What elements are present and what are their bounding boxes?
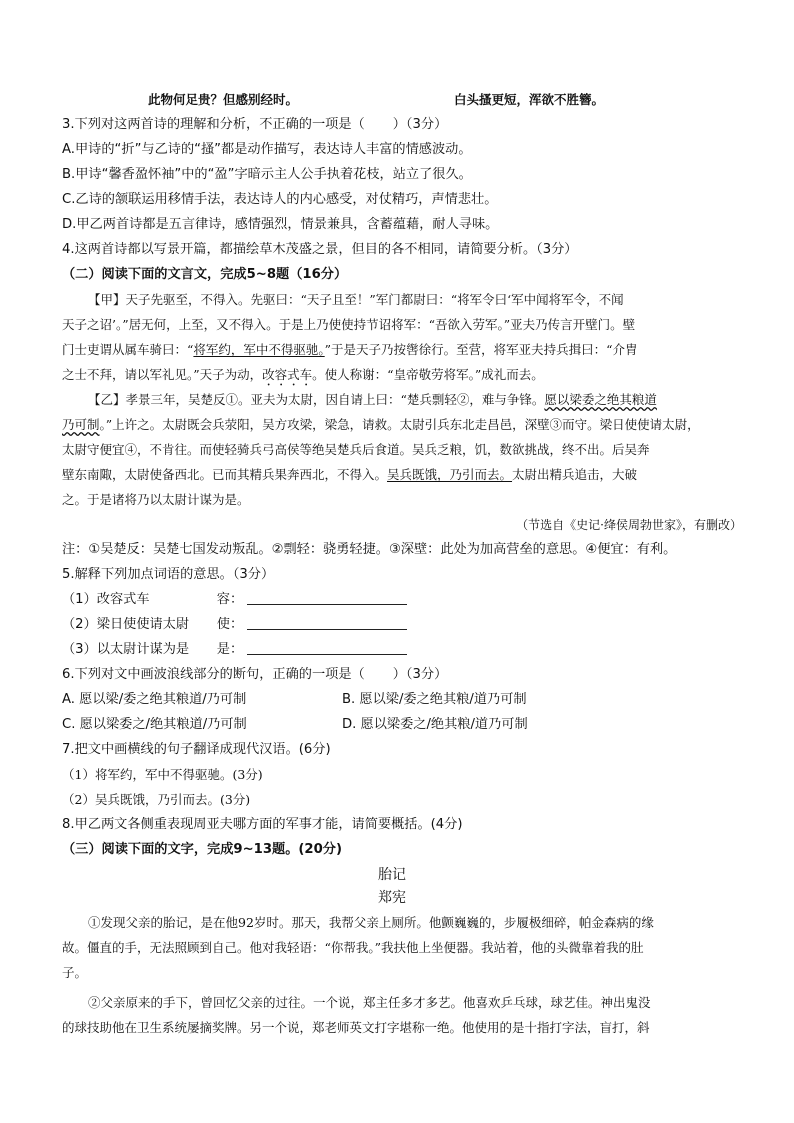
- wavy-sentence-part-2: 乃可制: [62, 417, 100, 432]
- article-p2-line-2: 的球技助他在卫生系统屡摘奖牌。另一个说，郑老师英文打字堪称一绝。他使用的是十指打字法，盲打，斜: [62, 1020, 650, 1035]
- poem-jia-last-line: 此物何足贵？但感别经时。: [148, 92, 299, 107]
- q4-stem: 4.这两首诗都以写景开篇，都描绘草木茂盛之景，但目的各不相同，请简要分析。（3分）: [62, 242, 578, 257]
- q3-option-b: B.甲诗“馨香盈怀袖”中的“盈”字暗示主人公手执着花枝，站立了很久。: [62, 167, 472, 182]
- article-title: 胎记: [378, 867, 406, 883]
- underlined-sentence-2: 吴兵既饿，乃引而去。: [387, 467, 513, 482]
- q6-option-c: C. 愿以梁委之/绝其粮道/乃可制: [62, 717, 247, 732]
- q6-option-d: D. 愿以梁委之/绝其粮/道乃可制: [342, 717, 528, 732]
- article-p1-line-2: 故。僵直的手，无法照顾到自己。他对我轻语：“你帮我。”我扶他上坐便器。我站着，他的头微靠着我的肚: [62, 940, 644, 955]
- passage-yi-line-2: 乃可制。”上许之。太尉既会兵荥阳，吴方攻梁，梁急，请救。太尉引兵东北走昌邑，深壁③而守。梁日使使请太尉，: [62, 417, 700, 432]
- passage-yi-line-3: 太尉守便宜④，不肯往。而使轻骑兵弓高侯等绝吴楚兵后食道。吴兵乏粮，饥，数欲挑战，终不出。后吴奔: [62, 442, 650, 457]
- poem-yi-last-line: 白头搔更短，浑欲不胜簪。: [454, 92, 605, 107]
- article-p1-line-3: 子。: [62, 965, 88, 980]
- q5-item-3: （3）以太尉计谋为是 是：: [62, 640, 407, 660]
- wavy-sentence-part-1: 愿以梁委之绝其粮道: [544, 392, 657, 407]
- passage-jia-line-1: 【甲】天子先驱至，不得入。先驱曰：“天子且至！”军门都尉曰：“将军令曰‘军中闻将军令，不闻: [88, 292, 624, 307]
- passage-jia-line-3: 门士吏谓从属车骑曰：“将军约，军中不得驱驰。”于是天子乃按辔徐行。至营，将军亚夫持兵揖曰：“介胄: [62, 342, 638, 357]
- passage-source: （节选自《史记·绛侯周勃世家》，有删改）: [516, 518, 742, 532]
- q5-item-1: （1）改容式车 容：: [62, 590, 407, 610]
- q5-stem: 5.解释下列加点词语的意思。（3分）: [62, 567, 275, 582]
- q3-option-c: C.乙诗的颔联运用移情手法，表达诗人的内心感受，对仗精巧，声情悲壮。: [62, 192, 498, 207]
- passage-yi-line-4: 壁东南陬，太尉使备西北。已而其精兵果奔西北，不得入。吴兵既饿，乃引而去。太尉出精兵追击，大破: [62, 467, 638, 482]
- q3-option-a: A.甲诗的“折”与乙诗的“搔”都是动作描写，表达诗人丰富的情感波动。: [62, 142, 472, 157]
- article-author: 郑宪: [378, 890, 406, 906]
- answer-blank[interactable]: [247, 615, 407, 630]
- answer-blank[interactable]: [247, 640, 407, 655]
- underlined-sentence-1: 将军约，军中不得驱驰。: [193, 342, 325, 357]
- answer-blank[interactable]: [247, 590, 407, 605]
- q7-sentence-1: （1）将军约，军中不得驱驰。(3分): [62, 767, 263, 782]
- passage-jia-line-2: 天子之诏’。”居无何，上至，又不得入。于是上乃使使持节诏将军：“吾欲入劳军。”亚夫乃传言开壁门。壁: [62, 317, 636, 332]
- section-3-title: （三）阅读下面的文字，完成9~13题。(20分): [62, 842, 342, 857]
- q7-sentence-2: （2）吴兵既饿，乃引而去。(3分): [62, 792, 251, 807]
- article-p2-line-1: ②父亲原来的手下，曾回忆父亲的过往。一个说，郑主任多才多艺。他喜欢乒乓球，球艺佳。神出鬼没: [88, 995, 651, 1010]
- footnotes: 注：①吴楚反：吴楚七国发动叛乱。②剽轻：骁勇轻捷。③深壁：此处为加高营垒的意思。④便宜：有利。: [62, 542, 677, 557]
- q3-stem: 3.下列对这两首诗的理解和分析，不正确的一项是（ ）（3分）: [62, 117, 448, 132]
- passage-yi-line-5: 之。于是诸将乃以太尉计谋为是。: [62, 492, 250, 507]
- q7-stem: 7.把文中画横线的句子翻译成现代汉语。(6分): [62, 742, 331, 757]
- section-2-title: （二）阅读下面的文言文，完成5~8题（16分）: [62, 267, 348, 282]
- q8-stem: 8.甲乙两文各侧重表现周亚夫哪方面的军事才能，请简要概括。(4分): [62, 817, 463, 832]
- q3-option-d: D.甲乙两首诗都是五言律诗，感情强烈，情景兼具，含蓄蕴藉，耐人寻味。: [62, 217, 499, 232]
- passage-yi-line-1: 【乙】孝景三年，吴楚反①。亚夫为太尉，因自请上曰：“楚兵剽轻②，难与争锋。愿以梁委之绝其粮道: [88, 392, 657, 407]
- q6-option-b: B. 愿以梁/委之绝其粮/道乃可制: [342, 692, 527, 707]
- q6-option-a: A. 愿以梁/委之绝其粮道/乃可制: [62, 692, 247, 707]
- passage-jia-line-4: 之士不拜，请以军礼见。”天子为动，改容式车。使人称谢：“皇帝敬劳将军。”成礼而去。: [62, 367, 544, 382]
- article-p1-line-1: ①发现父亲的胎记，是在他92岁时。那天，我帮父亲上厕所。他颤巍巍的，步履极细碎，帕金森病的缘: [88, 915, 654, 930]
- q5-item-2: （2）梁日使使请太尉 使：: [62, 615, 407, 635]
- dotted-phrase-gairong: 改容式车: [262, 367, 313, 382]
- q6-stem: 6.下列对文中画波浪线部分的断句，正确的一项是（ ）（3分）: [62, 667, 448, 682]
